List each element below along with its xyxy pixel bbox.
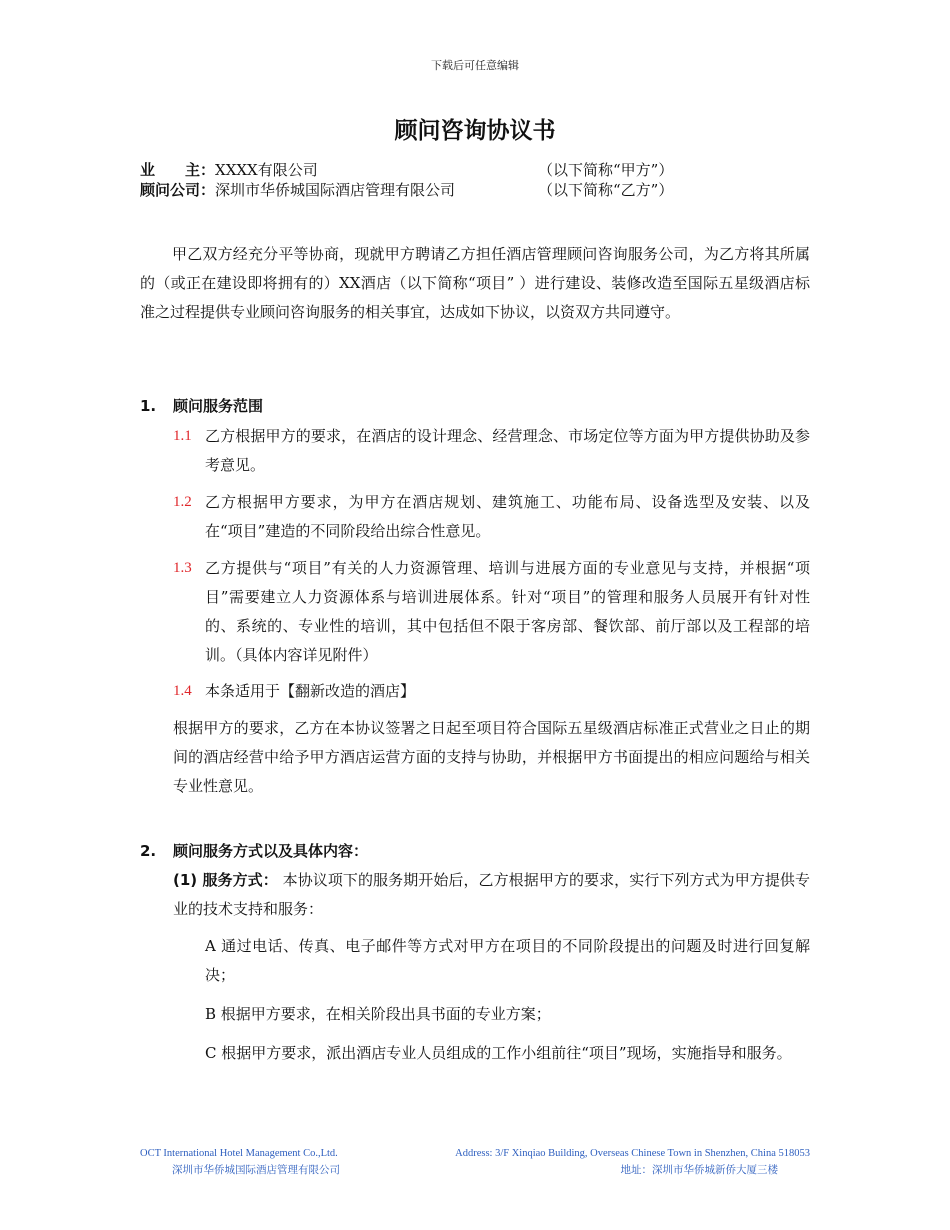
clause-text: 本条适用于【翻新改造的酒店】 (205, 682, 416, 700)
clause-number: 1.2 (173, 494, 192, 510)
clause-1-2 (173, 487, 810, 546)
clause-number: 1.1 (173, 428, 192, 444)
party-owner-label: 业 主： (140, 161, 216, 179)
section-1-number: 1. (140, 397, 157, 415)
party-owner-nick: （以下简称“甲方”） (538, 161, 674, 179)
clause-1-1 (173, 421, 810, 480)
party-owner (140, 160, 674, 180)
clause-text: 乙方提供与“项目”有关的人力资源管理、培训与进展方面的专业意见与支持，并根据“项目”需要建立人力资源体系与培训进展体系。针对“项目”的管理和服务人员展开有针对性的、系统的、专业性的培训，其中包括但不限于客房部、餐饮部、前厅部以及工程部的培训。（具体内容详见附件） (205, 559, 810, 664)
service-option-a: A 通过电话、传真、电子邮件等方式对甲方在项目的不同阶段提出的问题及时进行回复解决； (205, 937, 810, 984)
clause-1-4 (173, 676, 810, 706)
section-1-heading (140, 396, 263, 416)
party-consultant-name: 深圳市华侨城国际酒店管理有限公司 (215, 181, 456, 199)
clause-text: 乙方根据甲方的要求，在酒店的设计理念、经营理念、市场定位等方面为甲方提供协助及参考意见。 (205, 427, 810, 474)
section-1-note: 根据甲方的要求，乙方在本协议签署之日起至项目符合国际五星级酒店标准正式营业之日止的期间的酒店经营中给予甲方酒店运营方面的支持与协助，并根据甲方书面提出的相应问题给与相关专业性意见。 (173, 719, 810, 795)
clause-number: 1.3 (173, 560, 192, 576)
service-mode-label: (1) 服务方式： (173, 871, 278, 889)
footer-address-cn: 地址：深圳市华侨城新侨大厦三楼 (620, 1165, 778, 1176)
party-owner-name: XXXX有限公司 (215, 161, 318, 179)
party-consultant (140, 180, 674, 200)
section-2-title: 顾问服务方式以及具体内容： (173, 842, 369, 860)
service-option-c: C 根据甲方要求，派出酒店专业人员组成的工作小组前往“项目”现场，实施指导和服务。 (205, 1044, 792, 1062)
party-consultant-label: 顾问公司： (140, 181, 216, 199)
section-1-title: 顾问服务范围 (173, 397, 264, 415)
header-note: 下载后可任意编辑 (431, 59, 519, 72)
party-consultant-nick: （以下简称“乙方”） (538, 181, 674, 199)
service-mode-text: 本协议项下的服务期开始后，乙方根据甲方的要求，实行下列方式为甲方提供专业的技术支持和服务： (173, 871, 810, 918)
footer-company-cn: 深圳市华侨城国际酒店管理有限公司 (172, 1165, 340, 1176)
section-2-heading (140, 841, 368, 861)
footer-address-en: Address: 3/F Xinqiao Building, Overseas Chinese Town in Shenzhen, China 518053 (455, 1148, 810, 1159)
intro-paragraph: 甲乙双方经充分平等协商，现就甲方聘请乙方担任酒店管理顾问咨询服务公司，为乙方将其所属的（或正在建设即将拥有的）XX酒店（以下简称“项目” ）进行建设、装修改造至国际五星级酒店标准之过程提供专业顾问咨询服务的相关事宜，达成如下协议，以资双方共同遵守。 (140, 245, 810, 321)
document-title: 顾问咨询协议书 (394, 118, 556, 144)
section-2-number: 2. (140, 842, 157, 860)
clause-1-3 (173, 553, 810, 670)
clause-text: 乙方根据甲方要求，为甲方在酒店规划、建筑施工、功能布局、设备选型及安装、以及在“项目”建造的不同阶段给出综合性意见。 (205, 493, 810, 540)
service-option-b: B 根据甲方要求，在相关阶段出具书面的专业方案； (205, 1005, 551, 1023)
clause-number: 1.4 (173, 683, 192, 699)
service-mode (173, 866, 810, 924)
footer-company-en: OCT International Hotel Management Co.,Ltd. (140, 1148, 338, 1159)
